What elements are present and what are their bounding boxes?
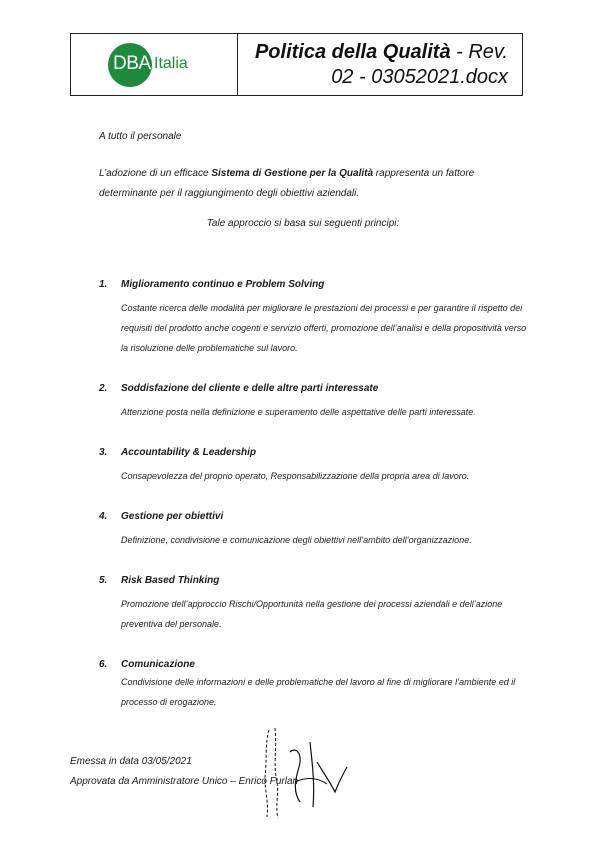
section-5: [99, 575, 531, 634]
document-title: [238, 34, 522, 95]
principles-intro: Tale approccio si basa sui seguenti principi:: [206, 218, 400, 229]
approved-by: Approvata da Amministratore Unico – Enrico Furlan: [70, 776, 299, 787]
section-3: [99, 447, 531, 486]
section-4: [99, 511, 531, 550]
section-title: Accountability & Leadership: [121, 447, 257, 458]
section-number: 1.: [99, 279, 108, 290]
section-body: Definizione, condivisione e comunicazione degli obiettivi nell’ambito dell’organizzazione.: [121, 535, 472, 545]
intro-after: rappresenta un fattore determinante per il raggiungimento degli obiettivi aziendali.: [99, 168, 475, 199]
section-1: [99, 279, 531, 358]
signature-icon: [255, 722, 355, 822]
document-header: [70, 33, 523, 96]
section-body: Consapevolezza del proprio operato, Responsabilizzazione della propria area di lavoro.: [121, 471, 470, 481]
section-title: Soddisfazione del cliente e delle altre parti interessate: [121, 383, 379, 394]
intro-before: L’adozione di un efficace: [99, 168, 212, 179]
title-bold: Politica della Qualità: [254, 40, 451, 63]
section-title: Miglioramento continuo e Problem Solving: [121, 279, 325, 290]
section-title: Gestione per obiettivi: [121, 511, 224, 522]
section-number: 5.: [99, 575, 108, 586]
section-title: Comunicazione: [121, 659, 195, 670]
section-title: Risk Based Thinking: [121, 575, 220, 586]
issued-date: Emessa in data 03/05/2021: [70, 756, 192, 767]
section-6: [99, 659, 531, 712]
section-number: 2.: [99, 383, 108, 394]
intro-bold: Sistema di Gestione per la Qualità: [211, 168, 374, 179]
section-body: Costante ricerca delle modalità per migliorare le prestazioni dei processi e per garantire il rispetto dei requisiti del prodotto anche cogenti e servizio offerti, promozione dell’analisi e della propositività verso la risoluzione delle problematiche sul lavoro.: [121, 303, 527, 353]
greeting: A tutto il personale: [99, 131, 182, 142]
logo-cell: [71, 34, 238, 95]
logo-sub-text: Italia: [154, 54, 188, 72]
section-number: 6.: [99, 659, 108, 670]
title-rev: - Rev.: [450, 40, 508, 63]
section-body: Promozione dell’approccio Rischi/Opportunità nella gestione dei processi aziendali e dell’azione preventiva del personale.: [121, 599, 503, 629]
company-logo: [108, 43, 200, 87]
section-2: [99, 383, 531, 422]
title-filename: 02 - 03052021.docx: [331, 65, 508, 88]
intro-paragraph: [99, 164, 531, 204]
section-number: 3.: [99, 447, 108, 458]
section-number: 4.: [99, 511, 108, 522]
section-body: Attenzione posta nella definizione e superamento delle aspettative delle parti interessate.: [121, 407, 476, 417]
section-body: Condivisione delle informazioni e delle problematiche del lavoro al fine di migliorare l’ambiente ed il processo di erogazione.: [121, 677, 516, 707]
logo-main-text: DBA: [113, 52, 151, 74]
